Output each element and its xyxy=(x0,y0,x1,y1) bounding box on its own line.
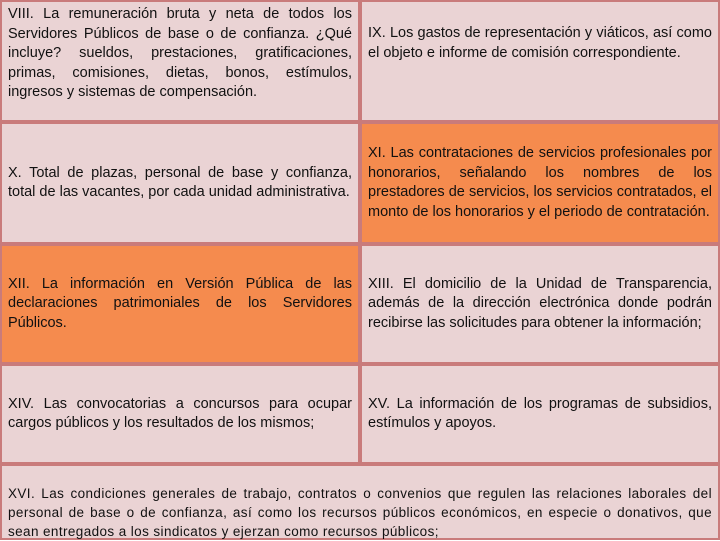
item-x-text: X. Total de plazas, personal de base y confianza, total de las vacantes, por cada unidad administrativa. xyxy=(8,164,352,200)
cell-item-xii xyxy=(0,244,360,364)
cell-item-viii xyxy=(0,0,360,122)
item-xii-text: XII. La información en Versión Pública de las declaraciones patrimoniales de los Servidores Públicos. xyxy=(8,275,352,331)
cell-item-xiii xyxy=(360,244,720,364)
cell-item-xv xyxy=(360,364,720,464)
item-xiii-text: XIII. El domicilio de la Unidad de Transparencia, además de la dirección electrónica donde podrán recibirse las solicitudes para obtener la información; xyxy=(368,275,712,331)
item-ix-text: IX. Los gastos de representación y viáticos, así como el objeto e informe de comisión correspondiente. xyxy=(368,25,712,61)
item-xv-text: XV. La información de los programas de subsidios, estímulos y apoyos. xyxy=(368,395,712,431)
cell-item-xi xyxy=(360,122,720,244)
cell-item-xiv xyxy=(0,364,360,464)
cell-item-xvi xyxy=(0,464,720,540)
item-xiv-text: XIV. Las convocatorias a concursos para ocupar cargos públicos y los resultados de los mismos; xyxy=(8,395,352,431)
cell-item-x xyxy=(0,122,360,244)
cell-item-ix xyxy=(360,0,720,122)
item-xi-text: XI. Las contrataciones de servicios profesionales por honorarios, señalando los nombres de los prestadores de servicios, los servicios contratados, el monto de los honorarios y el periodo de contratación. xyxy=(368,145,712,220)
item-xvi-text: XVI. Las condiciones generales de trabajo, contratos o convenios que regulen las relaciones laborales del personal de base o de confianza, así como los recursos públicos económicos, en especie o donativos, que sean entregados a los sindicatos y ejerzan como recursos públicos; xyxy=(8,486,712,539)
item-viii-text: VIII. La remuneración bruta y neta de todos los Servidores Públicos de base o de confianza. ¿Qué incluye? sueldos, prestaciones, gratificaciones, primas, comisiones, dietas, bonos, estímulos, ingresos y sistemas de compensación. xyxy=(8,6,352,100)
